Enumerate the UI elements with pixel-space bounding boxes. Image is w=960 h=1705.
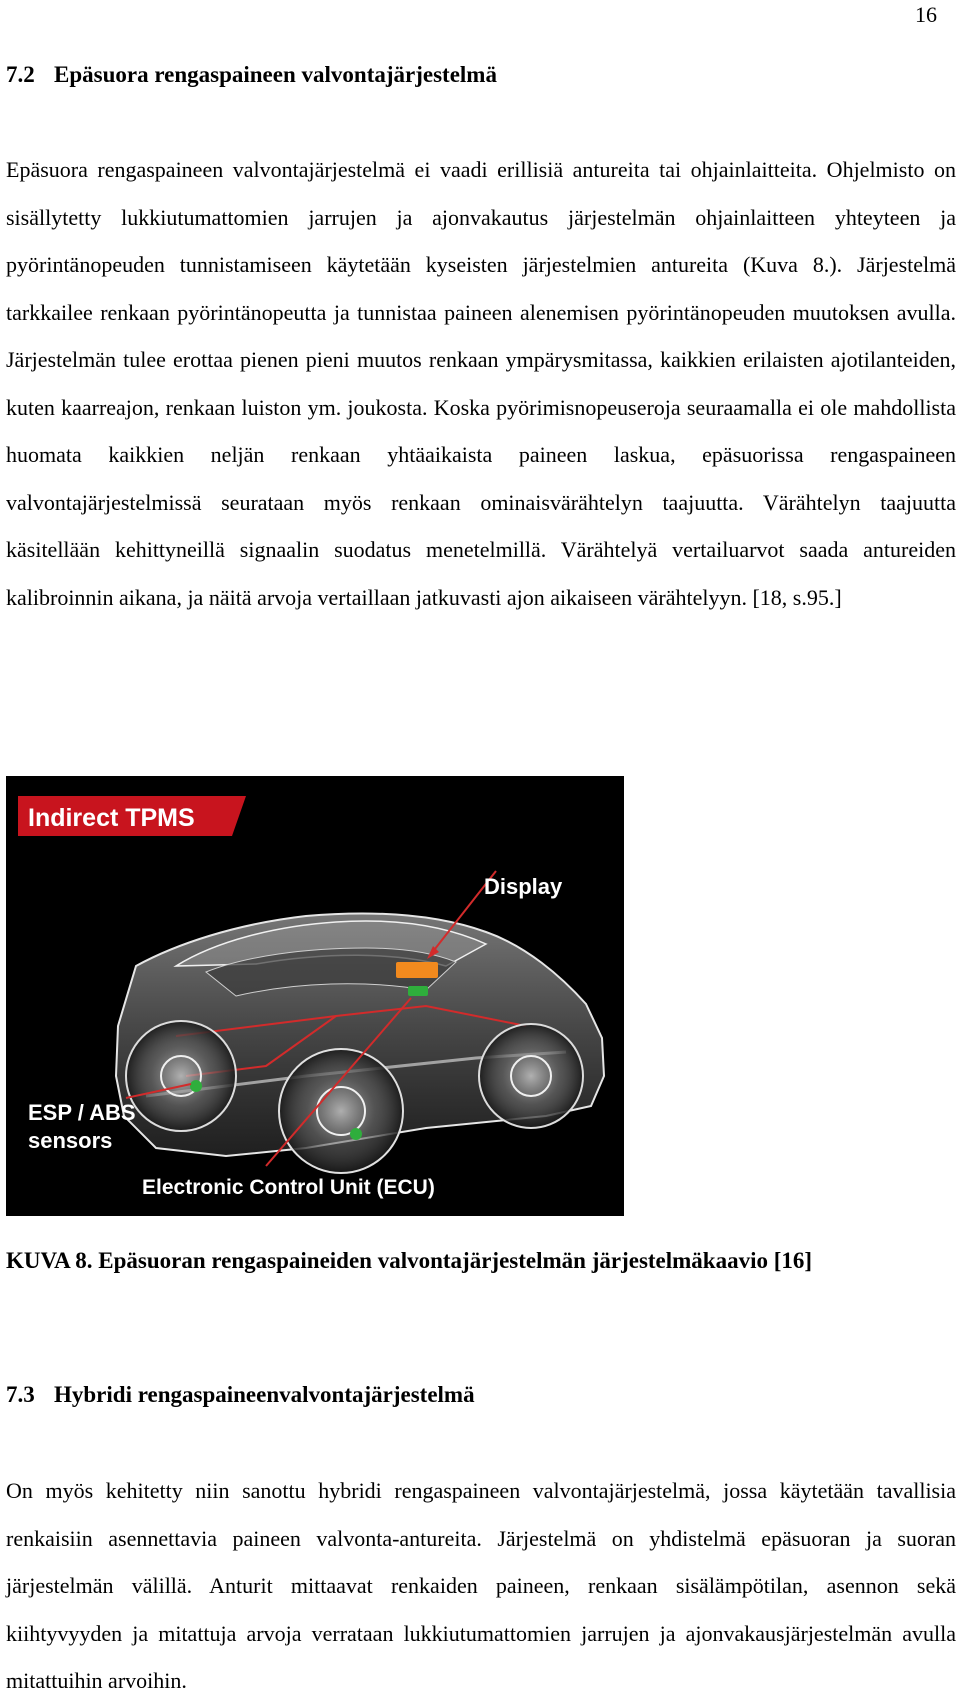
front-left-wheel: [279, 1049, 403, 1173]
wheel-sensor-rear: [190, 1080, 202, 1092]
rear-wheel: [126, 1021, 236, 1131]
car-illustration: [116, 913, 604, 1173]
figure-caption: KUVA 8. Epäsuoran rengaspaineiden valvontajärjestelmän järjestelmäkaavio [16]: [6, 1248, 813, 1273]
body-paragraph-7-2: Epäsuora rengaspaineen valvontajärjestelmä ei vaadi erillisiä antureita tai ohjainlaitteita. Ohjelmisto on sisällytetty lukkiutumattomien jarrujen ja ajonvakautus järjestelmän ohjainlaitteen yhteyteen ja pyörintänopeuden tunnistamiseen käytetään kyseisten järjestelmien antureita (Kuva 8.). Järjestelmä tarkkailee renkaan pyörintänopeutta ja tunnistaa paineen alenemisen pyörintänopeuden muutoksen avulla. Järjestelmän tulee erottaa pienen pieni muutos renkaan ympärysmitassa, kaikkien erilaisten ajotilanteiden, kuten kaarreajon, renkaan luiston ym. joukosta. Koska pyörimisnopeuseroja seuraamalla ei ole mahdollista huomata kaikkien neljän renkaan yhtäaikaista paineen laskua, epäsuorissa rengaspaineen valvontajärjestelmissä seurataan myös renkaan ominaisvärähtelyn taajuutta. Värähtelyn taajuutta käsitellään kehittyneillä signaalin suodatus menetelmillä. Värähtelyä vertailuarvot saada antureiden kalibroinnin aikana, ja näitä arvoja vertaillaan jatkuvasti ajon aikaiseen värähtelyyn. [18, s.95.]: [6, 157, 956, 610]
tpms-diagram: [6, 776, 624, 1216]
section-heading-7-2: [6, 62, 497, 88]
body-paragraph-7-3: On myös kehitetty niin sanottu hybridi rengaspaineen valvontajärjestelmä, jossa käytetään tavallisia renkaisiin asennettavia paineen valvonta-antureita. Järjestelmä on yhdistelmä epäsuoran ja suoran järjestelmän välillä. Anturit mittaavat renkaiden paineen, renkaan sisälämpötilan, asennon sekä kiihtyvyyden ja mitattuja arvoja verrataan lukkiutumattomien jarrujen ja ajonvakausjärjestelmän avulla mitattuihin arvoihin.: [6, 1478, 956, 1693]
section-title: Hybridi rengaspaineenvalvontajärjestelmä: [54, 1382, 475, 1407]
banner-title: Indirect TPMS: [28, 804, 195, 832]
wheel-sensor-front: [350, 1128, 362, 1140]
figure-indirect-tpms: [6, 776, 624, 1216]
display-unit: [396, 962, 438, 978]
label-ecu: Electronic Control Unit (ECU): [142, 1176, 435, 1199]
ecu-unit: [408, 986, 428, 996]
page-number: 16: [915, 2, 937, 27]
section-heading-7-3: [6, 1382, 475, 1408]
label-sensors-line1: ESP / ABS: [28, 1100, 136, 1125]
section-number: 7.3: [6, 1382, 35, 1407]
label-display: Display: [484, 874, 563, 899]
section-number: 7.2: [6, 62, 35, 87]
label-sensors-line2: sensors: [28, 1128, 113, 1153]
front-right-wheel: [479, 1024, 583, 1128]
section-title: Epäsuora rengaspaineen valvontajärjestelmä: [54, 62, 497, 87]
